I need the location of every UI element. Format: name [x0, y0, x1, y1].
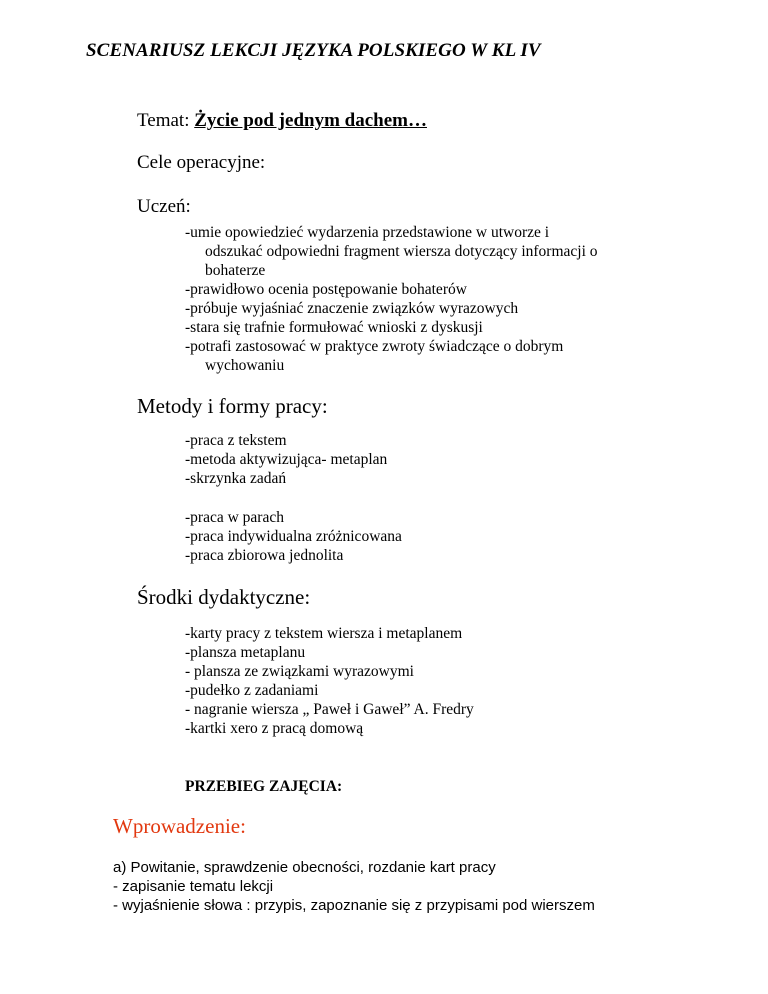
- topic-label: Temat:: [137, 110, 195, 131]
- goals-heading: Cele operacyjne:: [137, 152, 266, 173]
- goal-item: -próbuje wyjaśniać znaczenie związków wyrazowych: [185, 300, 519, 317]
- forms-list: [185, 508, 402, 565]
- method-item: -metoda aktywizująca- metaplan: [185, 451, 388, 468]
- intro-item: - wyjaśnienie słowa : przypis, zapoznanie się z przypisami pod wierszem: [113, 897, 595, 914]
- resource-item: -plansza metaplanu: [185, 644, 306, 661]
- resource-item: -pudełko z zadaniami: [185, 682, 319, 699]
- intro-list: [113, 858, 595, 915]
- resource-item: - nagranie wiersza „ Paweł i Gaweł” A. Fredry: [185, 701, 474, 718]
- resources-list: [185, 624, 474, 738]
- topic-value: Życie pod jednym dachem…: [194, 110, 427, 131]
- form-item: -praca w parach: [185, 509, 284, 526]
- lesson-topic: [137, 110, 427, 132]
- form-item: -praca indywidualna zróżnicowana: [185, 528, 402, 545]
- resource-item: - plansza ze związkami wyrazowymi: [185, 663, 414, 680]
- methods-heading: Metody i formy pracy:: [137, 394, 328, 418]
- course-label: PRZEBIEG ZAJĘCIA:: [185, 778, 343, 795]
- goals-list: [185, 223, 598, 375]
- resource-item: -kartki xero z pracą domową: [185, 720, 364, 737]
- goal-item: -umie opowiedzieć wydarzenia przedstawione w utworze i odszukać odpowiedni fragment wiersza dotyczący informacji o bohaterze: [185, 224, 598, 279]
- goal-item: -potrafi zastosować w praktyce zwroty świadczące o dobrym wychowaniu: [185, 338, 564, 374]
- form-item: -praca zbiorowa jednolita: [185, 547, 344, 564]
- intro-item: - zapisanie tematu lekcji: [113, 878, 274, 895]
- methods-list: [185, 431, 387, 488]
- method-item: -skrzynka zadań: [185, 470, 287, 487]
- intro-heading: Wprowadzenie:: [113, 814, 246, 838]
- student-label: Uczeń:: [137, 196, 191, 217]
- document-title: SCENARIUSZ LEKCJI JĘZYKA POLSKIEGO W KL IV: [86, 40, 541, 61]
- method-item: -praca z tekstem: [185, 432, 287, 449]
- resource-item: -karty pracy z tekstem wiersza i metaplanem: [185, 625, 463, 642]
- goal-item: -stara się trafnie formułować wnioski z dyskusji: [185, 319, 483, 336]
- intro-item: a) Powitanie, sprawdzenie obecności, rozdanie kart pracy: [113, 859, 496, 876]
- resources-heading: Środki dydaktyczne:: [137, 585, 311, 609]
- goal-item: -prawidłowo ocenia postępowanie bohaterów: [185, 281, 467, 298]
